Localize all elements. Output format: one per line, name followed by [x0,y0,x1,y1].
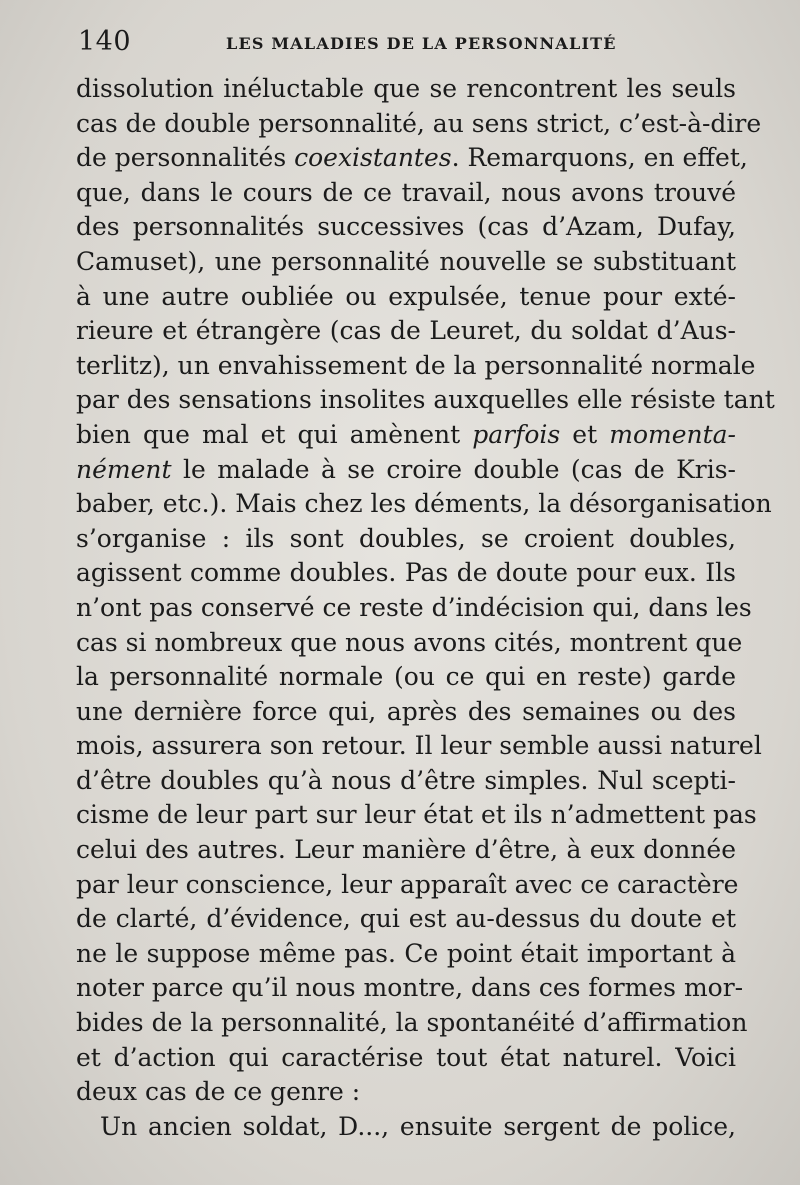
text-segment: la personnalité normale (ou ce qui en reste) garde [76,662,736,692]
text-segment: Un ancien soldat, D..., ensuite sergent de police, [100,1111,736,1141]
text-segment: terlitz), un envahissement de la personnalité normale [76,350,756,380]
italic-text: momenta- [609,419,736,449]
text-line [76,556,736,591]
page-header [78,26,738,66]
text-segment: le malade à se croire double (cas de Kris- [171,454,736,484]
text-segment: des personnalités successives (cas d’Azam, Dufay, [76,212,736,242]
text-segment: baber, etc.). Mais chez les déments, la désorganisation [76,489,772,519]
italic-text: nément [76,454,172,484]
text-line [76,210,736,245]
text-segment: celui des autres. Leur manière d’être, à eux donnée [76,835,736,865]
text-line [76,245,736,280]
text-segment: ne le suppose même pas. Ce point était important à [76,938,736,968]
text-segment: n’ont pas conservé ce reste d’indécision qui, dans les [76,592,752,622]
text-segment: cas si nombreux que nous avons cités, montrent que [76,627,743,657]
text-segment: mois, assurera son retour. Il leur semble aussi naturel [76,731,762,761]
text-segment: de personnalités [76,143,295,173]
text-segment: que, dans le cours de ce travail, nous avons trouvé [76,177,736,207]
text-segment: par des sensations insolites auxquelles elle résiste tant [76,385,775,415]
text-segment: une dernière force qui, après des semaines ou des [76,696,736,726]
text-segment: noter parce qu’il nous montre, dans ces formes mor- [76,973,744,1003]
text-line [76,383,775,418]
text-line [76,660,736,695]
text-line [76,591,752,626]
text-line [76,314,736,349]
italic-text: parfois [472,419,561,449]
text-line [76,833,736,868]
text-segment: deux cas de ce genre : [76,1077,361,1107]
text-segment: et d’action qui caractérise tout état naturel. Voici [76,1042,736,1072]
text-line [76,418,736,453]
text-segment: Camuset), une personnalité nouvelle se substituant [76,246,736,276]
text-line [76,729,762,764]
text-line [76,902,736,937]
text-segment: . Remarquons, en effet, [451,143,748,173]
text-line [76,1075,736,1110]
text-line [76,868,739,903]
text-line [76,1006,748,1041]
text-segment: d’être doubles qu’à nous d’être simples. Nul scepti- [76,765,736,795]
text-line [76,626,743,661]
text-line [76,1110,736,1145]
page-number: 140 [78,26,132,57]
text-segment: et [560,419,610,449]
text-segment: à une autre oubliée ou expulsée, tenue pour exté- [76,281,736,311]
italic-text: coexistantes [294,143,452,173]
text-segment: dissolution inéluctable que se rencontrent les seuls [76,74,736,103]
body-text [76,72,775,1144]
text-line [76,72,736,107]
text-line [76,764,736,799]
text-segment: cas de double personnalité, au sens strict, c’est-à-dire [76,108,762,138]
running-title: LES MALADIES DE LA PERSONNALITÉ [226,34,617,53]
text-segment: s’organise : ils sont doubles, se croient doubles, [76,523,736,553]
text-line [76,798,757,833]
text-line [76,937,736,972]
text-line [76,349,756,384]
text-line [76,280,736,315]
text-line [76,176,736,211]
text-segment: agissent comme doubles. Pas de doute pour eux. Ils [76,558,736,588]
text-segment: rieure et étrangère (cas de Leuret, du soldat d’Aus- [76,316,736,346]
text-line [76,141,748,176]
text-line [76,971,744,1006]
text-segment: de clarté, d’évidence, qui est au-dessus du doute et [76,904,736,934]
text-line [76,453,736,488]
text-segment: bides de la personnalité, la spontanéité d’affirmation [76,1008,748,1038]
text-segment: bien que mal et qui amènent [76,419,473,449]
text-line [76,487,772,522]
text-segment: par leur conscience, leur apparaît avec ce caractère [76,869,739,899]
text-line [76,1041,736,1076]
text-segment: cisme de leur part sur leur état et ils n’admettent pas [76,800,757,830]
text-line [76,522,736,557]
text-line [76,107,762,142]
text-line [76,695,736,730]
